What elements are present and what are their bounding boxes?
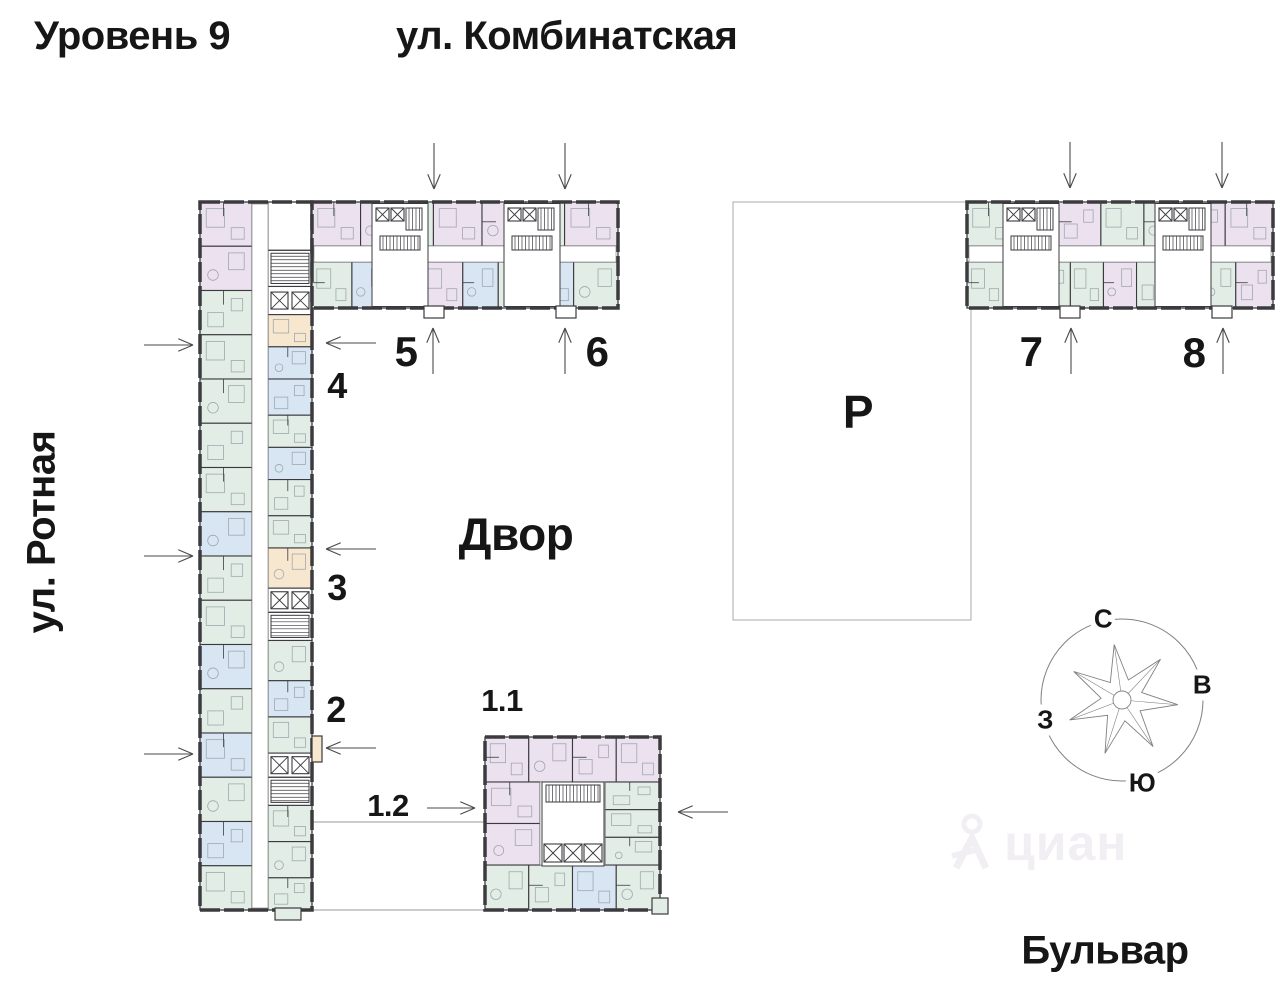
section-label-5: 5 bbox=[394, 328, 418, 375]
building-78 bbox=[967, 202, 1273, 308]
entrance-arrow bbox=[428, 143, 440, 189]
section-label-1-1: 1.1 bbox=[481, 683, 523, 718]
boulevard-label: Бульвар bbox=[1021, 928, 1189, 973]
entrance-arrow bbox=[1216, 142, 1228, 188]
section-label-7: 7 bbox=[1019, 328, 1043, 375]
entrance-arrow bbox=[678, 806, 728, 818]
section-label-1-2: 1.2 bbox=[367, 788, 409, 823]
section-label-2: 2 bbox=[326, 689, 346, 730]
wing-kombinatskaya-56 bbox=[312, 202, 618, 308]
entrance-arrow bbox=[326, 543, 376, 555]
entrance-arrow bbox=[1217, 328, 1229, 374]
entrance-arrow bbox=[144, 339, 193, 351]
entrance-arrow bbox=[427, 328, 439, 374]
entrance-arrow bbox=[559, 328, 571, 374]
cian-watermark bbox=[942, 806, 1172, 876]
entrance-arrow bbox=[1064, 142, 1076, 188]
entrance-arrow bbox=[144, 748, 193, 760]
entrance-arrow bbox=[144, 550, 193, 562]
entrance-arrow bbox=[326, 337, 376, 349]
compass-rose bbox=[1041, 619, 1203, 781]
entrance-arrow bbox=[427, 802, 475, 814]
entrance-arrow bbox=[1065, 328, 1077, 374]
compass-east-label: В bbox=[1190, 670, 1214, 701]
wing-rotnaya bbox=[200, 202, 312, 910]
section-label-4: 4 bbox=[327, 365, 347, 406]
section-label-3: 3 bbox=[327, 567, 347, 608]
street-label-kombinatskaya: ул. Комбинатская bbox=[396, 14, 738, 58]
parking-label: Р bbox=[842, 386, 874, 438]
entrance-arrow bbox=[559, 143, 571, 189]
compass-south-label: Ю bbox=[1126, 768, 1158, 799]
compass-west-label: З bbox=[1034, 705, 1056, 736]
section-label-6: 6 bbox=[585, 328, 609, 375]
cian-climber-icon bbox=[942, 806, 1002, 876]
courtyard-label: Двор bbox=[458, 508, 574, 560]
street-label-rotnaya: ул. Ротная bbox=[19, 430, 64, 634]
level-title: Уровень 9 bbox=[34, 14, 231, 58]
compass-north-label: С bbox=[1091, 604, 1115, 635]
entrance-arrow bbox=[326, 742, 376, 754]
watermark-text: циан bbox=[1004, 815, 1128, 871]
section-label-8: 8 bbox=[1182, 329, 1206, 376]
tower-11 bbox=[485, 737, 660, 910]
